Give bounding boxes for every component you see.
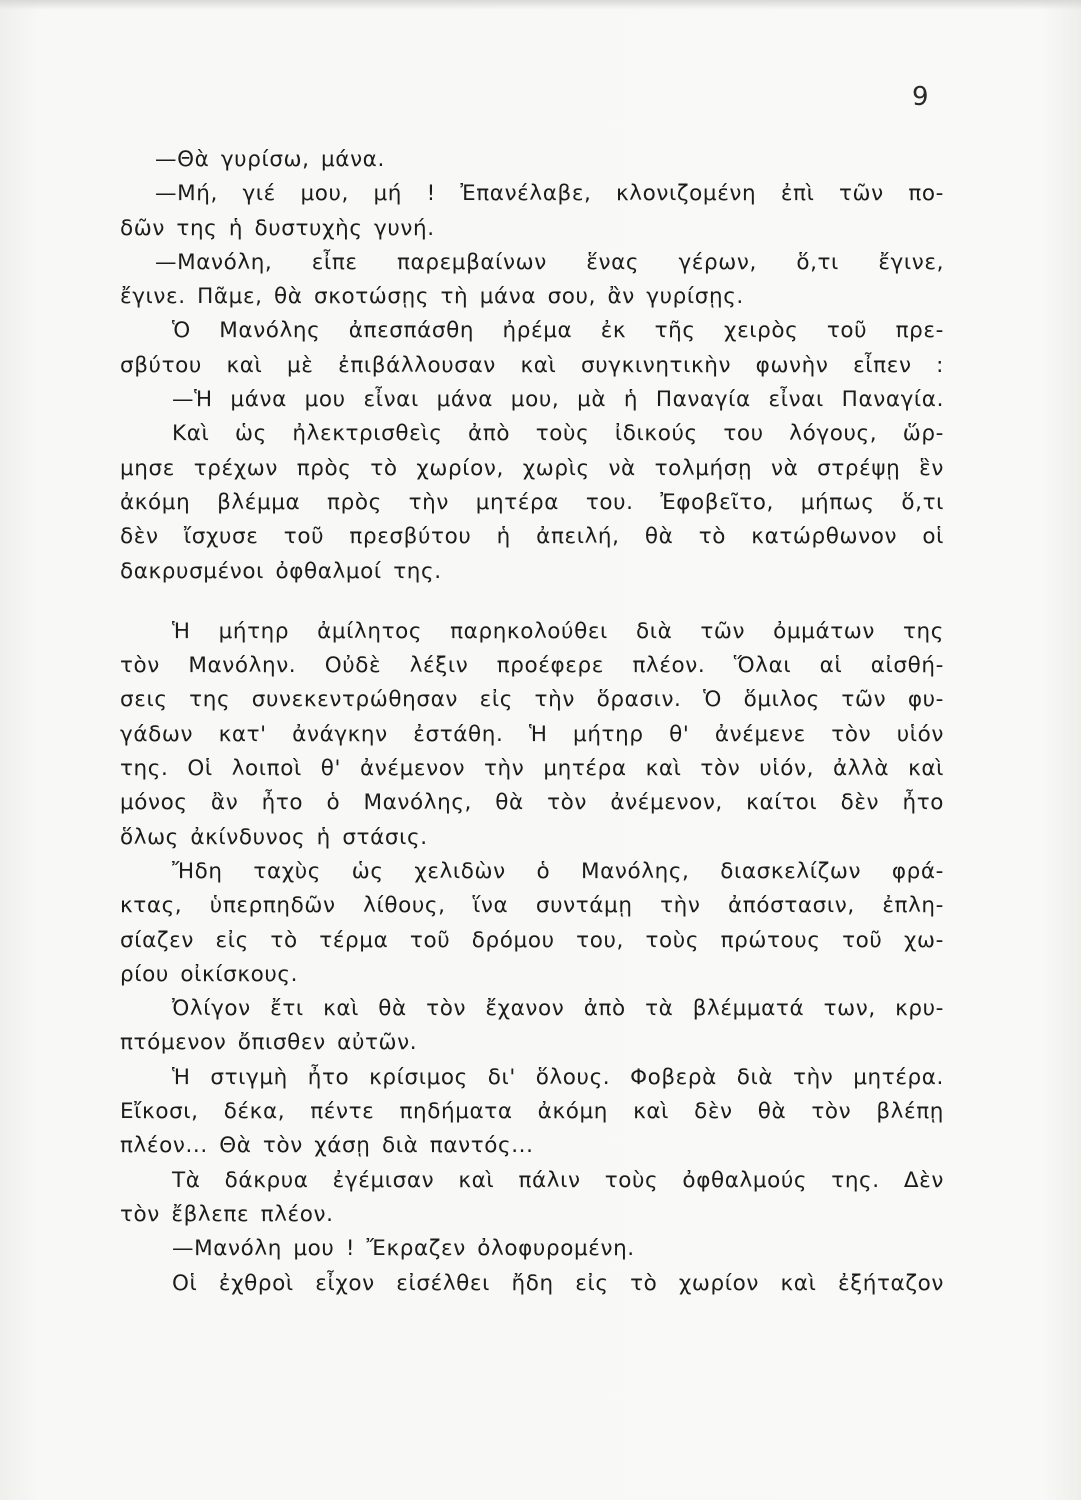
text-line: πτόμενον ὄπισθεν αὐτῶν. [120,1030,418,1056]
text-line: σίαζεν εἰς τὸ τέρμα τοῦ δρόμου του, τοὺς πρώτους τοῦ χω- [120,927,944,953]
text-line: σεις της συνεκεντρώθησαν εἰς τὴν ὅρασιν. Ὁ ὅμιλος τῶν φυ- [120,687,944,713]
text-line: της. Οἱ λοιποὶ θ' ἀνέμενον τὴν μητέρα καὶ τὸν υἱόν, ἀλλὰ καὶ [120,756,944,782]
text-line: Οἱ ἐχθροὶ εἶχον εἰσέλθει ἤδη εἰς τὸ χωρίον καὶ ἐξήταζον [172,1270,944,1296]
text-line: Ἡ στιγμὴ ἦτο κρίσιμος δι' ὅλους. Φοβερὰ διὰ τὴν μητέρα. [172,1064,944,1090]
text-line: δακρυσμένοι ὀφθαλμοί της. [120,558,442,584]
text-line: —Ἡ μάνα μου εἶναι μάνα μου, μὰ ἡ Παναγία εἶναι Παναγία. [172,387,944,413]
text-line: Ἤδη ταχὺς ὡς χελιδὼν ὁ Μανόλης, διασκελίζων φρά- [172,858,944,884]
text-line: —Μή, γιέ μου, μή ! Ἐπανέλαβε, κλονιζομένη ἐπὶ τῶν πο- [155,181,944,207]
text-line: ρίου οἰκίσκους. [120,961,299,987]
page-number: 9 [912,82,929,112]
text-line: Καὶ ὡς ἠλεκτρισθεὶς ἀπὸ τοὺς ἰδικούς του λόγους, ὥρ- [172,421,944,447]
text-line: Τὰ δάκρυα ἐγέμισαν καὶ πάλιν τοὺς ὀφθαλμούς της. Δὲν [172,1167,944,1193]
text-line: Ἡ μήτηρ ἀμίλητος παρηκολούθει διὰ τῶν ὀμμάτων της [172,618,944,644]
text-line: ἔγινε. Πᾶμε, θὰ σκοτώσῃς τὴ μάνα σου, ἂν γυρίσῃς. [120,284,744,310]
body-text [120,143,944,1301]
paragraph-gap [120,589,944,615]
text-line: ἀκόμη βλέμμα πρὸς τὴν μητέρα του. Ἐφοβεῖτο, μήπως ὅ,τι [120,489,944,515]
text-line: —Μανόλη, εἶπε παρεμβαίνων ἕνας γέρων, ὅ,τι ἔγινε, [155,249,944,275]
text-line: πλέον... Θὰ τὸν χάσῃ διὰ παντός... [120,1133,534,1159]
text-line: —Μανόλη μου ! Ἔκραζεν ὀλοφυρομένη. [172,1236,635,1262]
text-line: γάδων κατ' ἀνάγκην ἐστάθη. Ἡ μήτηρ θ' ἀνέμενε τὸν υἱόν [120,721,944,747]
text-line: δῶν της ἡ δυστυχὴς γυνή. [120,215,435,241]
text-line: Ὁ Μανόλης ἀπεσπάσθη ἠρέμα ἐκ τῆς χειρὸς τοῦ πρε- [172,318,944,344]
text-line: Ὀλίγον ἔτι καὶ θὰ τὸν ἔχανον ἀπὸ τὰ βλέμματά των, κρυ- [172,996,944,1022]
text-line: μόνος ἂν ἦτο ὁ Μανόλης, θὰ τὸν ἀνέμενον, καίτοι δὲν ἦτο [120,790,944,816]
text-line: τὸν Μανόλην. Οὐδὲ λέξιν προέφερε πλέον. Ὅλαι αἱ αἰσθή- [120,653,944,679]
text-line: μησε τρέχων πρὸς τὸ χωρίον, χωρὶς νὰ τολμήσῃ νὰ στρέψῃ ἓν [120,455,944,481]
text-line: κτας, ὑπερπηδῶν λίθους, ἵνα συντάμῃ τὴν ἀπόστασιν, ἐπλη- [120,893,944,919]
page-top-edge [0,0,1081,10]
text-line: δὲν ἴσχυσε τοῦ πρεσβύτου ἡ ἀπειλή, θὰ τὸ κατώρθωνον οἱ [120,524,944,550]
text-line: σβύτου καὶ μὲ ἐπιβάλλουσαν καὶ συγκινητικὴν φωνὴν εἶπεν : [120,352,944,378]
text-line: τὸν ἔβλεπε πλέον. [120,1201,334,1227]
text-line: ὅλως ἀκίνδυνος ἡ στάσις. [120,824,428,850]
text-line: —Θὰ γυρίσω, μάνα. [155,147,385,172]
text-line: Εἴκοσι, δέκα, πέντε πηδήματα ἀκόμη καὶ δὲν θὰ τὸν βλέπῃ [120,1099,944,1125]
